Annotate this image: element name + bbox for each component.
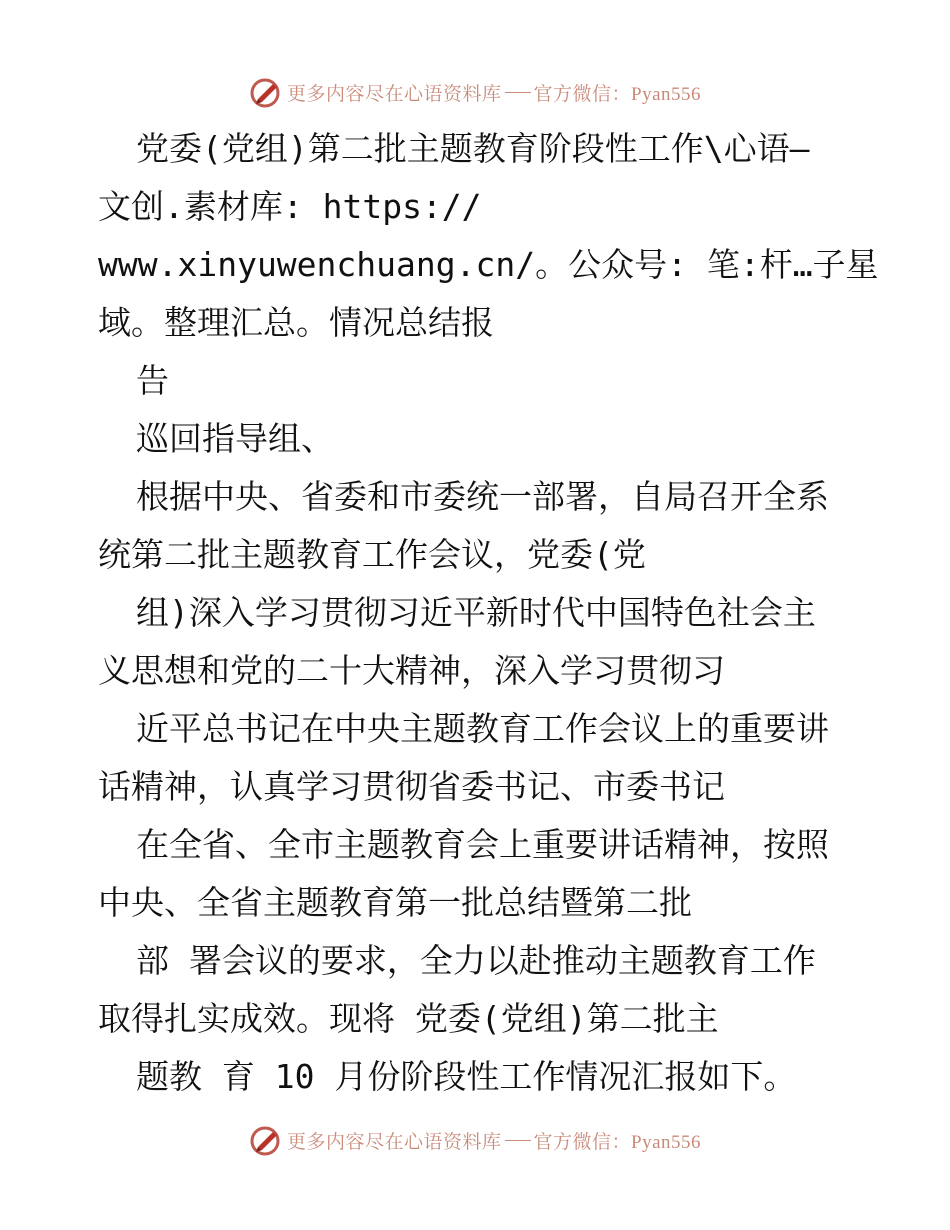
text-line: 中央、全省主题教育第一批总结暨第二批 [98, 883, 692, 922]
text-line: 义思想和党的二十大精神，深入学习贯彻习 [98, 651, 725, 690]
watermark-dash [505, 92, 531, 93]
watermark-text: 更多内容尽在心语资料库 [286, 1131, 502, 1153]
text-line: 组)深入学习贯彻习近平新时代中国特色社会主 [136, 593, 816, 632]
text-line: 根据中央、省委和市委统一部署，自局召开全系 [136, 477, 829, 516]
text-line: 文创.素材库: https:// [98, 187, 482, 226]
text-line: 告 [136, 361, 169, 400]
text-line: 域。整理汇总。情况总结报 [98, 303, 494, 342]
text-line: 在全省、全市主题教育会上重要讲话精神，按照 [136, 825, 829, 864]
text-line: www.xinyuwenchuang.cn/。公众号: 笔:杆…子星 [98, 245, 879, 284]
text-line: 巡回指导组、 [136, 419, 334, 458]
footer-watermark [0, 1120, 950, 1160]
text-line: 话精神，认真学习贯彻省委书记、市委书记 [98, 767, 725, 806]
text-line: 近平总书记在中央主题教育工作会议上的重要讲 [136, 709, 829, 748]
watermark-text: 更多内容尽在心语资料库 [286, 83, 502, 105]
header-watermark [0, 72, 950, 112]
pen-logo-icon [249, 75, 283, 109]
text-line: 统第二批主题教育工作会议，党委(党 [98, 535, 646, 574]
text-line: 取得扎实成效。现将 党委(党组)第二批主 [98, 999, 719, 1038]
watermark-dash [505, 1140, 531, 1141]
text-line: 党委(党组)第二批主题教育阶段性工作\心语— [136, 129, 810, 168]
pen-logo-icon [249, 1123, 283, 1157]
text-line: 部 署会议的要求，全力以赴推动主题教育工作 [136, 941, 816, 980]
watermark-wechat: 官方微信：Pyan556 [533, 1131, 702, 1153]
watermark-wechat: 官方微信：Pyan556 [533, 83, 702, 105]
text-line: 题教 育 10 月份阶段性工作情况汇报如下。 [136, 1057, 797, 1096]
document-body [98, 120, 888, 1106]
